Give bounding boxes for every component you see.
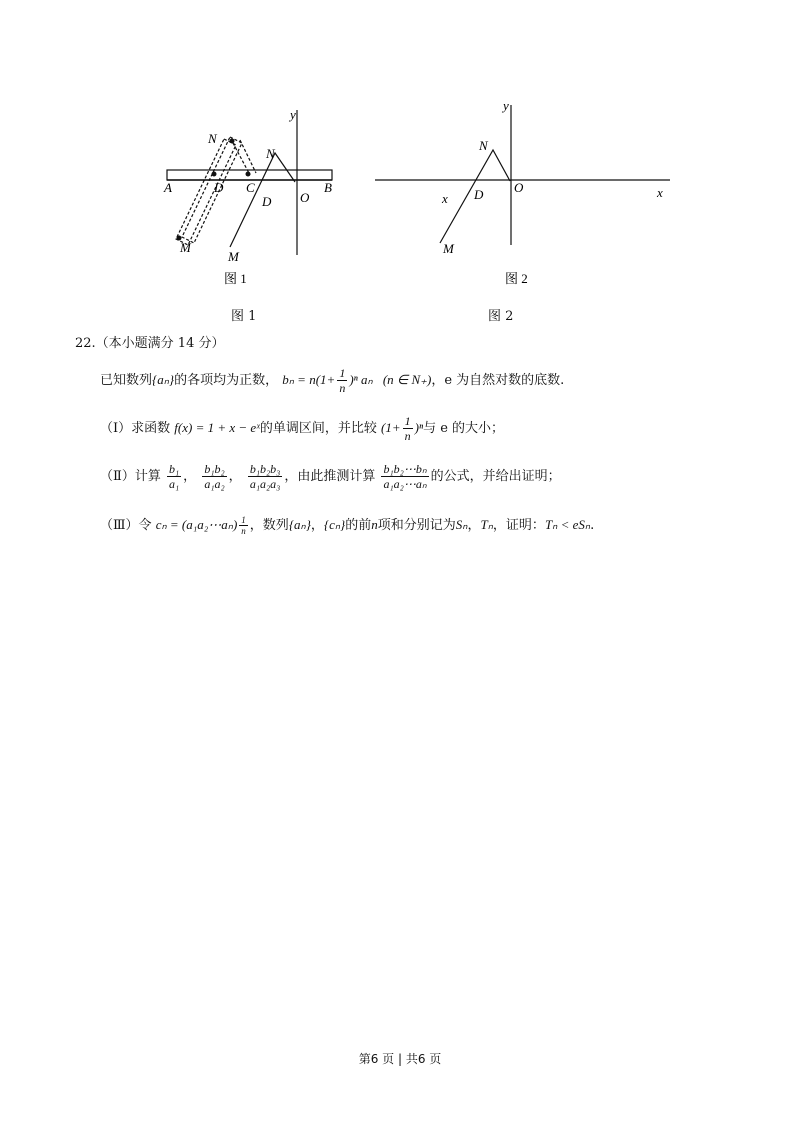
label-y: y <box>290 107 296 122</box>
label-x-left: x <box>442 191 448 206</box>
problem-part-2: （Ⅱ）计算 $\frac{\text{b₁}}{\text{a₁}}$ ， $\frac{\text{b₁b₂}}{\text{a₁a₂}}$ ， $\frac{\text{b₁b₂b₃}}{\text{a₁a₂a₃}}$ ，由此推测计算 $\frac{\text{b₁b₂⋯bₙ}}{\text{a₁a₂⋯aₙ}}$ 的公式，并给出证明； <box>100 462 561 491</box>
label-O: O <box>514 180 524 195</box>
label-N-box: N <box>208 131 217 146</box>
figure-1-caption: 图 1 <box>231 309 257 324</box>
label-M-box: M <box>180 240 191 255</box>
label-N-line: N <box>266 146 275 161</box>
label-N: N <box>479 138 488 153</box>
fraction: $\frac{1}{n}$ <box>339 366 346 395</box>
linkage-outer <box>176 139 236 245</box>
figure-2-caption: 图 2 <box>488 309 514 324</box>
page-footer: 第6 页 | 共6 页 <box>358 1052 442 1066</box>
fraction: $\frac{\text{b₁b₂⋯bₙ}}{\text{a₁a₂⋯aₙ}}$ <box>383 462 427 491</box>
problem-part-1: （Ⅰ）求函数 f(x) = 1 + x − eˣ的单调区间，并比较 (1+ $\frac{1}{n}$ )ⁿ与 e 的大小； <box>100 414 505 443</box>
figure-1-inner-caption: 图 1 <box>224 271 247 286</box>
fraction: $\frac{1}{n}$ <box>404 414 411 443</box>
figure-2 <box>370 95 680 295</box>
label-x-right: x <box>657 185 663 200</box>
fraction: $\frac{\text{b₁}}{\text{a₁}}$ <box>168 462 180 491</box>
problem-intro: 已知数列{aₙ}的各项均为正数， bₙ = n(1+ $\frac{1}{n}$ )ⁿ aₙ (n ∈ N₊)，e 为自然对数的底数. <box>100 366 565 395</box>
label-B: B <box>324 180 332 195</box>
label-M-line: M <box>228 249 239 264</box>
problem-header: 22.（本小题满分 14 分） <box>75 336 225 351</box>
figure-1 <box>150 95 350 295</box>
label-D: D <box>474 187 484 202</box>
label-D-bot: D <box>262 194 272 209</box>
exponent-fraction: $\frac{1}{n}$ <box>241 515 246 536</box>
label-A: A <box>164 180 172 195</box>
figure-2-inner-caption: 图 2 <box>505 271 528 286</box>
fraction: $\frac{\text{b₁b₂}}{\text{a₁a₂}}$ <box>204 462 225 491</box>
label-C: C <box>246 180 255 195</box>
problem-part-3: （Ⅲ）令 cₙ = (a₁a₂⋯aₙ) $\frac{1}{n}$ ，数列{aₙ}，{cₙ}的前n项和分别记为Sₙ，Tₙ，证明：Tₙ < eSₙ. <box>100 515 595 536</box>
fraction: $\frac{\text{b₁b₂b₃}}{\text{a₁a₂a₃}}$ <box>249 462 281 491</box>
label-O: O <box>300 190 310 205</box>
label-D-top: D <box>214 180 224 195</box>
label-M: M <box>443 241 454 256</box>
label-y: y <box>503 98 509 113</box>
